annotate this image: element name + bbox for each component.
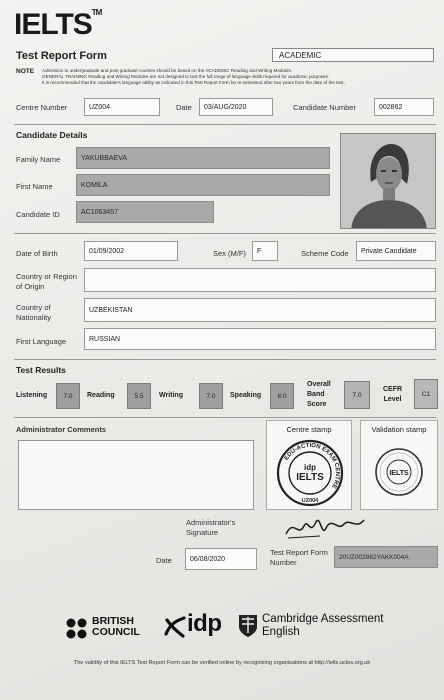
reading-label: Reading xyxy=(87,392,115,399)
origin-field xyxy=(84,268,436,292)
divider xyxy=(14,359,436,360)
validation-ielts-text: IELTS xyxy=(389,470,409,477)
idp-text: idp xyxy=(187,610,222,637)
test-date-field: 03/AUG/2020 xyxy=(199,98,273,116)
listening-label: Listening xyxy=(16,392,48,399)
cambridge-line: Cambridge Assessment xyxy=(262,613,384,625)
origin-label-2: of Origin xyxy=(16,282,45,291)
cefr-level-label xyxy=(383,385,402,405)
stamp-ring-text: EDU-ACTION EXAM CENTRE xyxy=(283,442,341,490)
date-label: Date xyxy=(176,103,192,112)
administrator-signature-label: Administrator's xyxy=(186,518,236,527)
writing-label: Writing xyxy=(159,392,183,399)
divider xyxy=(14,233,436,234)
family-name-field: YAKUBBAEVA xyxy=(76,147,330,169)
overall-label-line: Overall xyxy=(307,381,331,388)
logo-text: IELTS xyxy=(14,8,92,41)
candidate-number-field: 002862 xyxy=(374,98,434,116)
nationality-label: Country of xyxy=(16,303,51,312)
candidate-id-field: AC1063457 xyxy=(76,201,214,223)
british-council-line: BRITISH xyxy=(92,615,134,627)
stamp-idp-text: idp xyxy=(304,463,316,472)
nationality-field: UZBEKISTAN xyxy=(84,298,436,322)
administrator-comments-box xyxy=(18,440,254,510)
centre-stamp-seal xyxy=(275,438,345,508)
cambridge-line: English xyxy=(262,626,300,638)
stamp-ielts-text: IELTS xyxy=(296,472,324,483)
british-council-line: COUNCIL xyxy=(92,626,140,638)
first-language-field: RUSSIAN xyxy=(84,328,436,350)
first-language-label: First Language xyxy=(16,337,67,346)
cefr-label-line: Level xyxy=(383,396,402,403)
administrator-comments-label: Administrator Comments xyxy=(16,425,107,434)
validation-stamp-box xyxy=(360,420,438,510)
listening-score: 7.0 xyxy=(56,383,80,409)
logo-tm: TM xyxy=(91,8,102,17)
trf-number-label-2: Number xyxy=(270,558,297,567)
speaking-label: Speaking xyxy=(230,392,262,399)
scheme-code-label: Scheme Code xyxy=(301,249,349,258)
form-title: Test Report Form xyxy=(16,50,107,62)
divider xyxy=(14,417,436,418)
writing-score: 7.0 xyxy=(199,383,223,409)
scheme-code-field: Private Candidate xyxy=(356,241,436,261)
candidate-details-title: Candidate Details xyxy=(16,130,88,140)
reading-score: 5.5 xyxy=(127,383,151,409)
sex-field: F xyxy=(252,241,278,261)
centre-stamp-label: Centre stamp xyxy=(286,425,332,434)
validation-stamp-seal xyxy=(374,447,424,497)
idp-mark-icon xyxy=(163,614,187,640)
candidate-id-label: Candidate ID xyxy=(16,210,60,219)
cefr-level-score: C1 xyxy=(414,379,438,409)
dob-label: Date of Birth xyxy=(16,249,58,258)
portrait-image xyxy=(341,134,436,229)
administrator-signature xyxy=(280,508,370,544)
trf-number-field: 20UZ002862YAKK004A xyxy=(334,546,438,568)
stamp-code-text: UZ004 xyxy=(301,498,319,504)
british-council-dots-icon xyxy=(66,618,88,640)
overall-label-line: Score xyxy=(307,401,327,408)
nationality-label-2: Nationality xyxy=(16,313,52,322)
centre-number-field: UZ004 xyxy=(84,98,160,116)
note-line: GENERAL TRAINING Reading and Writing Modules are not designed to test the full range of language skills required for academic purposes. xyxy=(42,74,330,79)
module-field: ACADEMIC xyxy=(272,48,434,62)
overall-band-label xyxy=(307,380,331,410)
trf-number-label: Test Report Form xyxy=(270,548,328,557)
dob-field: 01/09/2002 xyxy=(84,241,178,261)
note-label: NOTE xyxy=(16,68,35,75)
note-line: Admission to undergraduate and post graduate courses should be based on the ACADEMIC Reading and Writing Modules. xyxy=(42,68,293,73)
family-name-label: Family Name xyxy=(16,155,61,164)
sex-label: Sex (M/F) xyxy=(213,249,246,258)
overall-band-score: 7.0 xyxy=(344,381,370,409)
centre-stamp-box xyxy=(266,420,352,510)
validation-stamp-label: Validation stamp xyxy=(371,425,427,434)
candidate-number-label: Candidate Number xyxy=(293,103,356,112)
administrator-signature-label-2: Signature xyxy=(186,528,219,537)
admin-date-label: Date xyxy=(156,556,172,565)
candidate-photo xyxy=(340,133,436,229)
cambridge-shield-icon xyxy=(238,614,258,638)
centre-number-label: Centre Number xyxy=(16,103,68,112)
admin-date-field: 06/08/2020 xyxy=(185,548,257,570)
speaking-score: 8.0 xyxy=(270,383,294,409)
first-name-field: KOMILA xyxy=(76,174,330,196)
note-text xyxy=(42,68,434,86)
ielts-logo xyxy=(14,8,101,42)
note-line: It is recommended that the candidate's language ability as indicated in this Test Report Form be re-assessed after two years from the date of the test. xyxy=(42,80,345,85)
test-results-title: Test Results xyxy=(16,365,66,375)
divider xyxy=(14,124,436,125)
validity-note: The validity of this IELTS Test Report Form can be verified online by recognising organisations at http://ielts.ucles.org.uk xyxy=(73,660,371,666)
overall-label-line: Band xyxy=(307,391,325,398)
cefr-label-line: CEFR xyxy=(383,386,403,393)
first-name-label: First Name xyxy=(16,182,53,191)
origin-label: Country or Region xyxy=(16,272,77,281)
